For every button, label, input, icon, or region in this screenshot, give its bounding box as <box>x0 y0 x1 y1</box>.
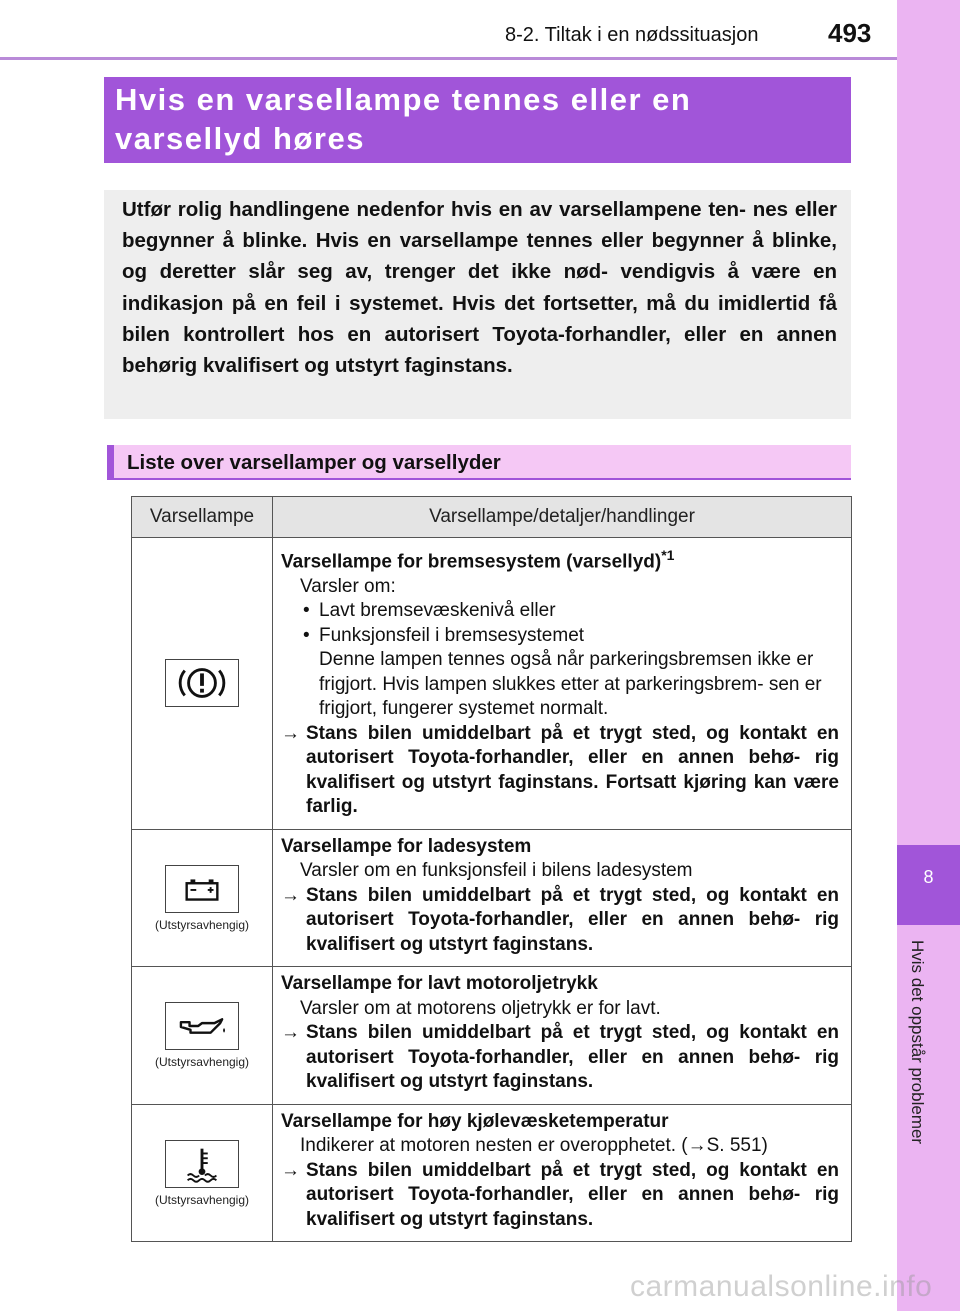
coolant-temperature-icon <box>165 1140 239 1188</box>
chapter-tab[interactable]: 8 <box>897 845 960 925</box>
lamp-lead: Indikerer at motoren nesten er overopphetet. (→S. 551) <box>300 1135 768 1157</box>
icon-cell <box>132 829 273 967</box>
battery-icon <box>165 865 239 913</box>
lamp-title: Varsellampe for høy kjølevæsketemperatur <box>281 1110 669 1132</box>
lamp-action: → Stans bilen umiddelbart på et trygt sted, og kontakt en autorisert Toyota-forhandler, eller en annen behø- rig kvalifisert og utstyrt faginstans. <box>281 1021 839 1095</box>
subheading <box>107 445 851 480</box>
brake-warning-icon <box>165 659 239 707</box>
chapter-label: Hvis det oppstår problemer <box>908 940 927 1145</box>
table-row <box>132 967 852 1105</box>
condition-label: (Utstyrsavhengig) <box>154 1055 250 1070</box>
description-cell <box>273 538 852 830</box>
lamp-action: → Stans bilen umiddelbart på et trygt sted, og kontakt en autorisert Toyota-forhandler, eller en annen behø- rig kvalifisert og utstyrt faginstans. Fortsatt kjøring kan være farlig. <box>281 722 839 820</box>
lamp-title: Varsellampe for bremsesystem (varsellyd)$^{*1}$ <box>281 547 675 573</box>
bullet-item: • Funksjonsfeil i bremsesystemet <box>281 624 839 649</box>
intro-box <box>104 190 851 419</box>
description-cell <box>273 829 852 967</box>
watermark: carmanualsonline.info <box>630 1270 933 1303</box>
intro-text: Utfør rolig handlingene nedenfor hvis en av varsellampene ten- nes eller begynner å blinke. Hvis en varsellampe tennes eller begynner å blinke, og deretter slår seg av, trenger det ikke nød- vendigvis å være en indikasjon på en feil i systemet. Hvis det fortsetter, må du imidlertid få bilen kontrollert hos en autorisert Toyota-forhandler, eller en annen behørig kvalifisert og utstyrt faginstans. <box>122 198 837 378</box>
page-title: Hvis en varsellampe tennes eller en varsellyd høres <box>115 82 692 156</box>
page-number: 493 <box>828 18 872 48</box>
page-reference-link[interactable]: →S. 551) <box>687 1135 768 1157</box>
lamp-lead: Varsler om at motorens oljetrykk er for lavt. <box>300 997 661 1019</box>
icon-cell <box>132 1104 273 1242</box>
bullet-item: • Lavt bremsevæskenivå eller <box>281 599 839 624</box>
footnote-marker: *1 <box>661 547 675 563</box>
table-row <box>132 829 852 967</box>
condition-label: (Utstyrsavhengig) <box>154 917 250 932</box>
lamp-note: Denne lampen tennes også når parkeringsbremsen ikke er frigjort. Hvis lampen slukkes etter at parkeringsbrem- sen er frigjort, fungerer systemet normalt. <box>319 649 822 720</box>
condition-label: (Utstyrsavhengig) <box>154 1192 250 1207</box>
icon-cell <box>132 967 273 1105</box>
lamp-title: Varsellampe for ladesystem <box>281 835 532 857</box>
page-title-box <box>104 77 851 163</box>
description-cell <box>273 967 852 1105</box>
lamp-lead: Varsler om en funksjonsfeil i bilens ladesystem <box>300 860 693 882</box>
section-title: 8-2. Tiltak i en nødssituasjon <box>505 24 759 46</box>
lamp-title: Varsellampe for lavt motoroljetrykk <box>281 973 598 995</box>
header-rule <box>0 57 897 60</box>
table-row <box>132 1104 852 1242</box>
table-row <box>132 538 852 830</box>
lamp-action: → Stans bilen umiddelbart på et trygt sted, og kontakt en autorisert Toyota-forhandler, eller en annen behø- rig kvalifisert og utstyrt faginstans. <box>281 884 839 958</box>
description-cell <box>273 1104 852 1242</box>
oil-pressure-icon <box>165 1002 239 1050</box>
column-header: Varsellampe <box>132 497 273 538</box>
column-header: Varsellampe/detaljer/handlinger <box>273 497 852 538</box>
lamp-lead: Varsler om: <box>300 575 396 597</box>
icon-cell <box>132 538 273 830</box>
subheading-text: Liste over varsellamper og varsellyder <box>127 451 501 474</box>
warning-lamp-table <box>131 496 852 1242</box>
lamp-action: → Stans bilen umiddelbart på et trygt sted, og kontakt en autorisert Toyota-forhandler, eller en annen behø- rig kvalifisert og utstyrt faginstans. <box>281 1159 839 1233</box>
table-header-row <box>132 497 852 538</box>
